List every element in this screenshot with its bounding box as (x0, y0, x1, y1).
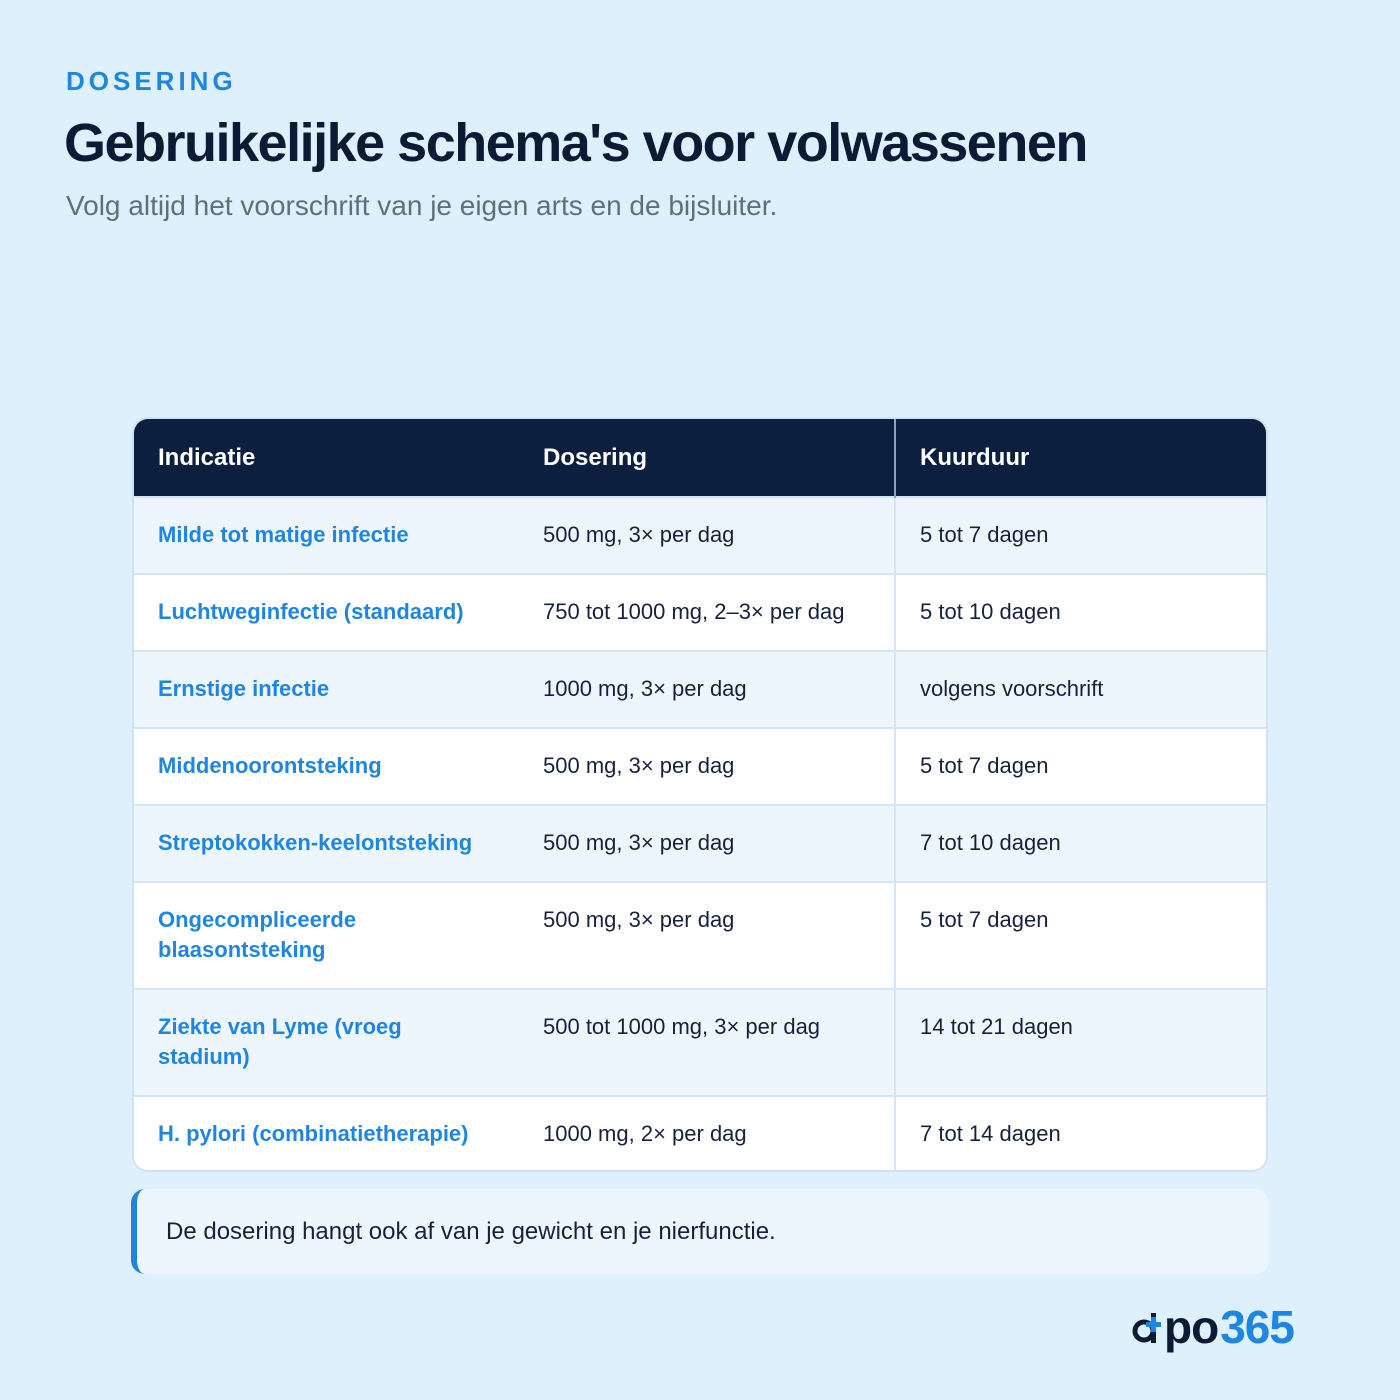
cell-kuurduur: 5 tot 10 dagen (895, 574, 1268, 651)
column-header-indicatie: Indicatie (134, 419, 519, 497)
cell-kuurduur: 7 tot 10 dagen (895, 805, 1268, 882)
section-eyebrow: DOSERING (66, 66, 237, 96)
cell-dosering: 500 mg, 3× per dag (519, 805, 895, 882)
table-header-row (134, 419, 1268, 497)
table-body (134, 497, 1268, 1170)
cell-indicatie: Ongecompliceerde blaasontsteking (134, 882, 519, 989)
table-row (134, 989, 1268, 1096)
table-header (134, 419, 1268, 497)
cell-kuurduur: 5 tot 7 dagen (895, 882, 1268, 989)
cell-dosering: 1000 mg, 2× per dag (519, 1096, 895, 1170)
cell-dosering: 750 tot 1000 mg, 2–3× per dag (519, 574, 895, 651)
cell-indicatie: Milde tot matige infectie (134, 497, 519, 574)
table-row (134, 574, 1268, 651)
cell-indicatie: H. pylori (combinatietherapie) (134, 1096, 519, 1170)
column-header-kuurduur: Kuurduur (895, 419, 1268, 497)
cell-kuurduur: 7 tot 14 dagen (895, 1096, 1268, 1170)
table-row (134, 882, 1268, 989)
logo-wordmark-365: 365 (1220, 1301, 1294, 1353)
dosage-table-card (132, 417, 1268, 1172)
cell-indicatie: Ziekte van Lyme (vroeg stadium) (134, 989, 519, 1096)
logo-wordmark-po: po (1164, 1301, 1219, 1353)
cell-dosering: 500 mg, 3× per dag (519, 728, 895, 805)
cell-dosering: 500 tot 1000 mg, 3× per dag (519, 989, 895, 1096)
cell-dosering: 500 mg, 3× per dag (519, 882, 895, 989)
page-title: Gebruikelijke schema's voor volwassenen (64, 113, 1087, 173)
cell-kuurduur: 5 tot 7 dagen (895, 497, 1268, 574)
table-row (134, 497, 1268, 574)
column-header-dosering: Dosering (519, 419, 895, 497)
cell-kuurduur: 5 tot 7 dagen (895, 728, 1268, 805)
cell-indicatie: Ernstige infectie (134, 651, 519, 728)
page-subtitle: Volg altijd het voorschrift van je eigen arts en de bijsluiter. (66, 190, 778, 221)
cell-indicatie: Luchtweginfectie (standaard) (134, 574, 519, 651)
apo365-logo (1132, 1297, 1294, 1357)
table-row (134, 728, 1268, 805)
apo-plus-icon (1132, 1307, 1162, 1347)
table-row (134, 805, 1268, 882)
dosage-note-callout (131, 1189, 1269, 1274)
cell-dosering: 1000 mg, 3× per dag (519, 651, 895, 728)
cell-kuurduur: 14 tot 21 dagen (895, 989, 1268, 1096)
table-row (134, 1096, 1268, 1170)
dosage-table (134, 419, 1268, 1170)
cell-kuurduur: volgens voorschrift (895, 651, 1268, 728)
cell-dosering: 500 mg, 3× per dag (519, 497, 895, 574)
cell-indicatie: Middenoorontsteking (134, 728, 519, 805)
note-text: De dosering hangt ook af van je gewicht en je nierfunctie. (166, 1217, 776, 1245)
table-row (134, 651, 1268, 728)
cell-indicatie: Streptokokken-keelontsteking (134, 805, 519, 882)
